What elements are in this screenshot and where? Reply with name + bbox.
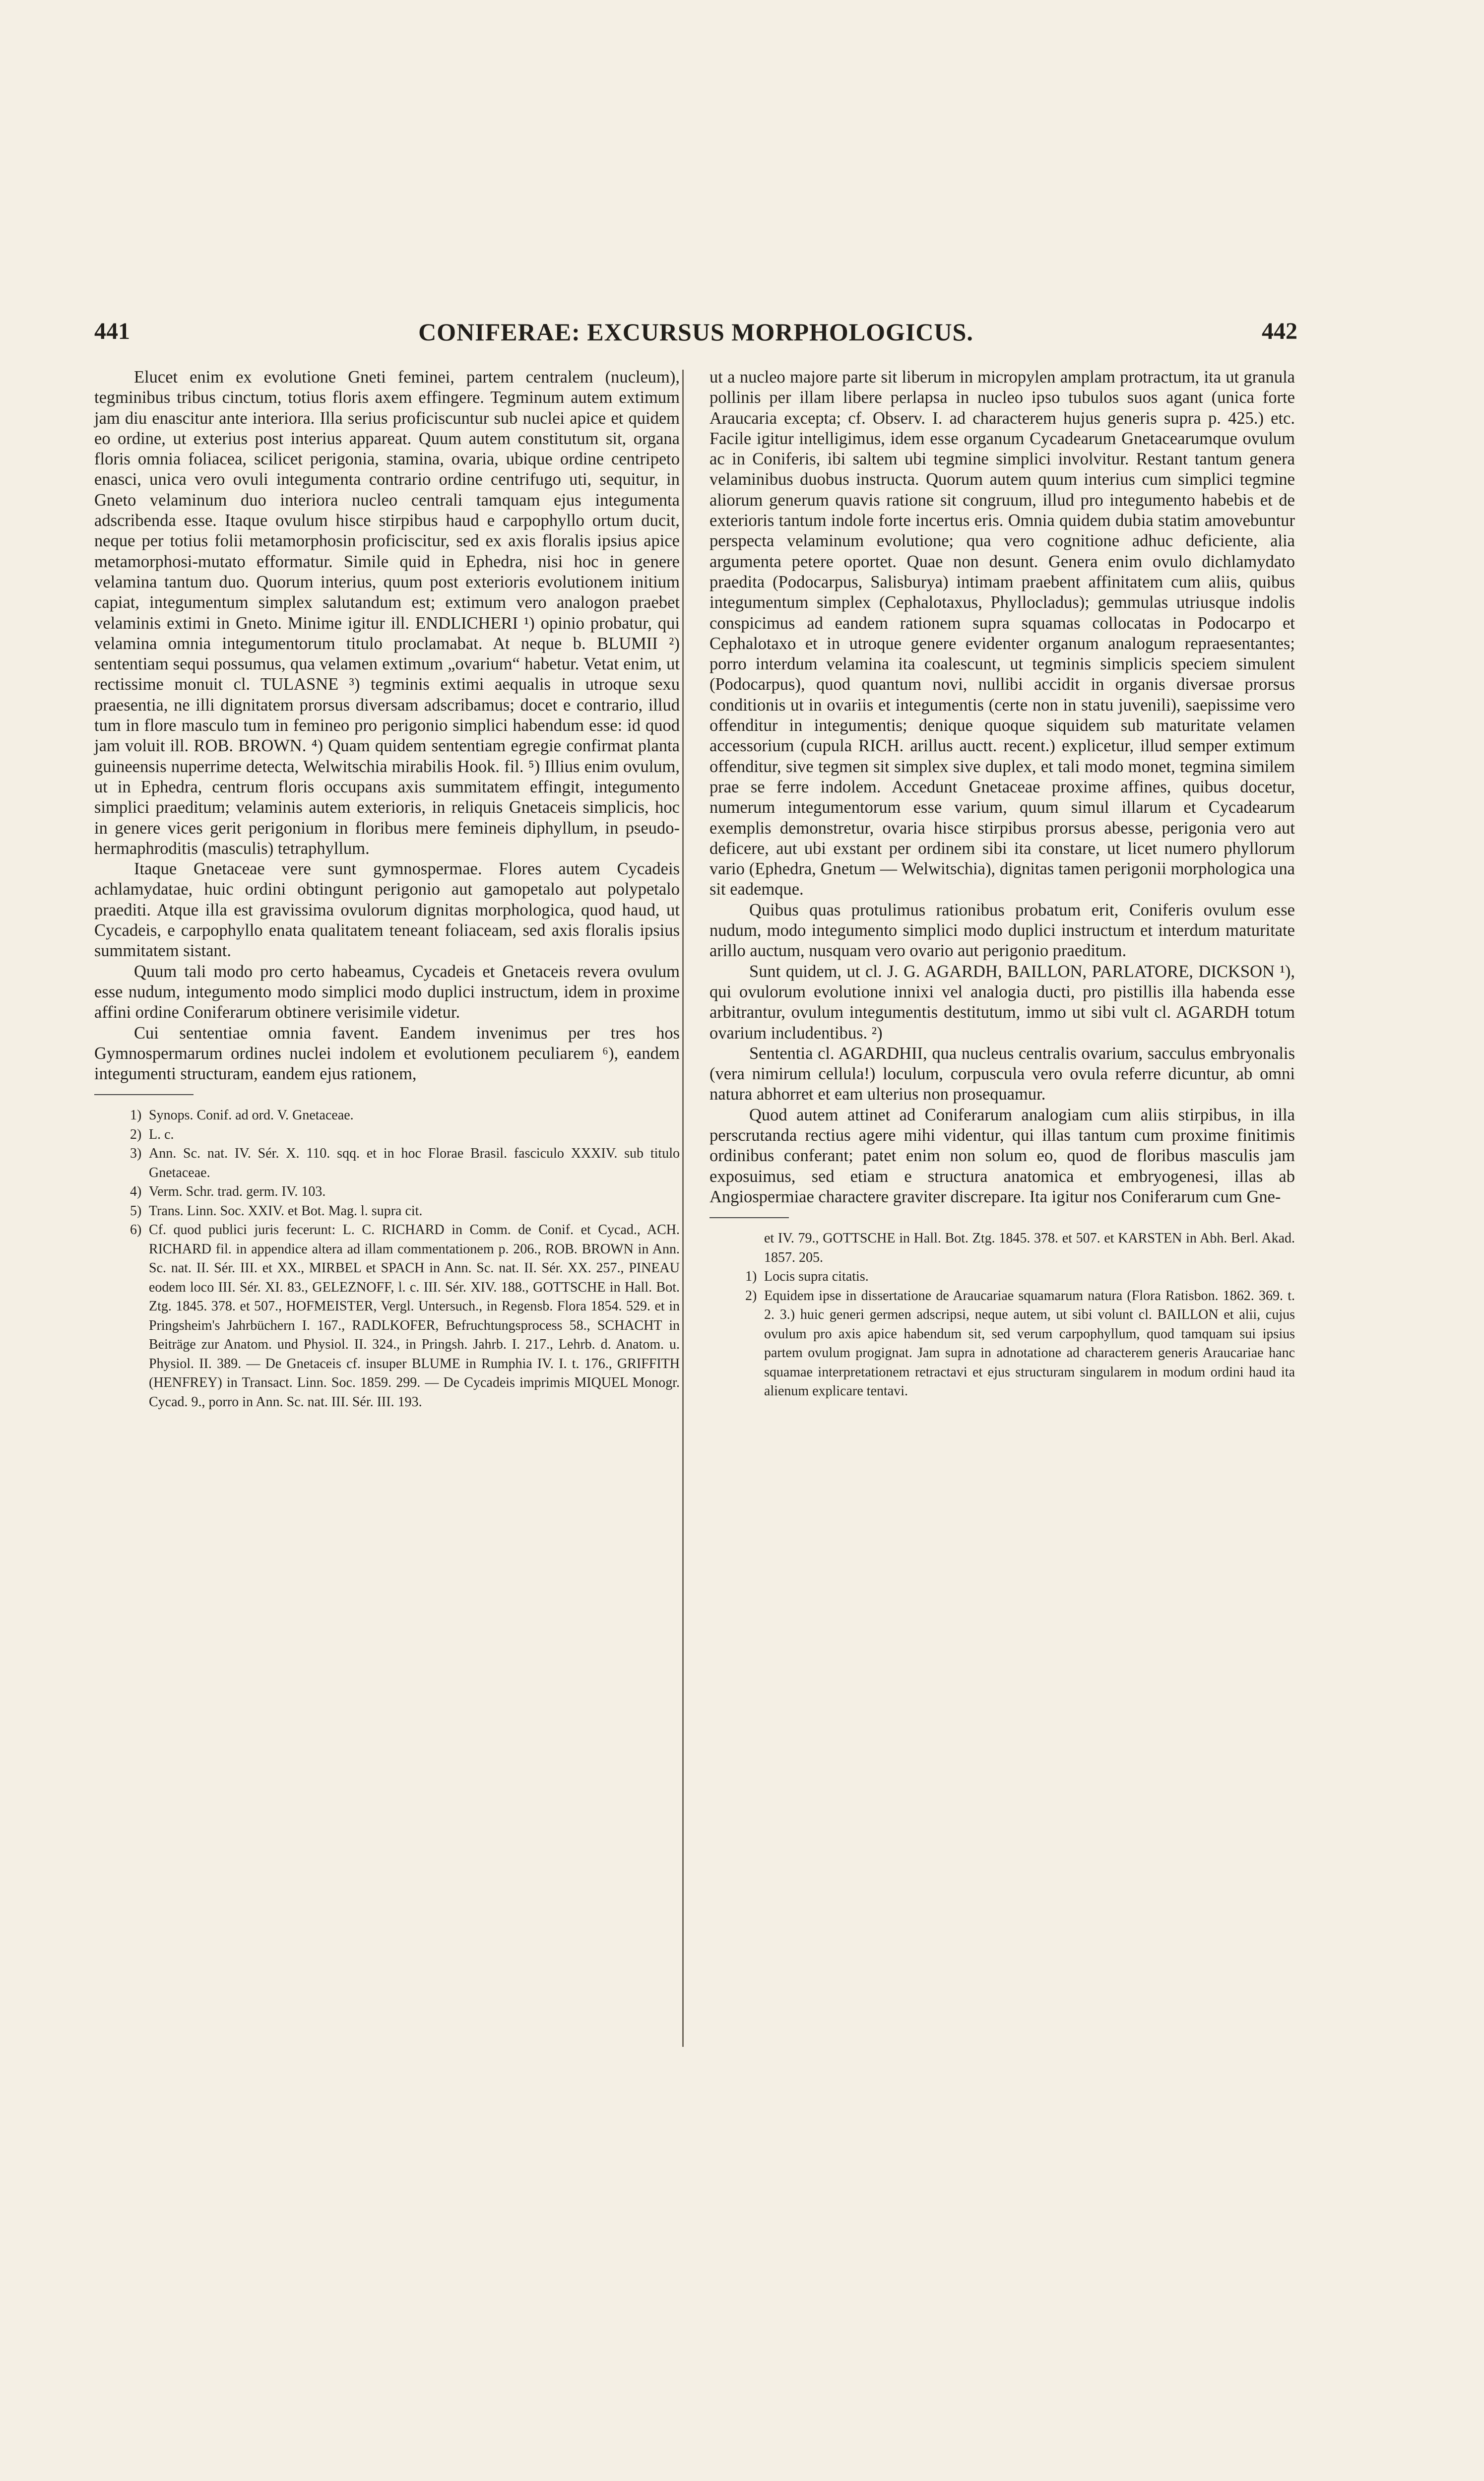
paragraph: Itaque Gnetaceae vere sunt gymnospermae. Flores autem Cycadeis achlamydatae, huic ordini obtingunt perigonio aut gamopetalo aut polypetalo praediti. Atque illa est gravissima ovulorum dignitas morphologica, quod haud, ut Cycadeis, e carpophyllo enata qualitatem teneant foliaceam, sed axis floralis ipsius summitatem sistant. [94, 859, 680, 961]
paragraph: Cui sententiae omnia favent. Eandem invenimus per tres hos Gymnospermarum ordines nuclei indolem et evolutionem peculiarem ⁶), eandem integumenti structuram, eandem ejus rationem, [94, 1023, 680, 1084]
paragraph: Quibus quas protulimus rationibus probatum erit, Coniferis ovulum esse nudum, modo integumento simplici modo duplici instructum et interdum maturitate arillo auctum, nusquam vero ovario aut perigonio praeditum. [710, 900, 1295, 961]
page-number-left: 441 [94, 318, 130, 344]
footnote: 4) Verm. Schr. trad. germ. IV. 103. [130, 1184, 326, 1200]
left-footnotes [94, 1106, 680, 1412]
column-divider [682, 370, 684, 2047]
footnote-rule [710, 1217, 789, 1218]
running-title: CONIFERAE: EXCURSUS MORPHOLOGICUS. [418, 318, 973, 346]
footnote: 2) L. c. [130, 1126, 174, 1142]
footnote: 1) Locis supra citatis. [745, 1269, 869, 1285]
right-body-text [710, 367, 1295, 1207]
running-header [94, 318, 1297, 352]
left-column [94, 367, 680, 1412]
footnote-continuation: et IV. 79., GOTTSCHE in Hall. Bot. Ztg. 1845. 378. et 507. et KARSTEN in Abh. Berl. Akad. 1857. 205. [764, 1231, 1295, 1265]
paragraph: Quod autem attinet ad Coniferarum analogiam cum aliis stirpibus, in illa perscrutanda rectius agere mihi videntur, qui illas tantum cum proxime finitimis ordinibus conferant; patet enim non solum eo, quod de floribus masculis jam exposuimus, sed etiam e structura anatomica et embryogenesi, illas ab Angiospermiae charactere graviter discrepare. Ita igitur nos Coniferarum cum Gne- [710, 1105, 1295, 1206]
paragraph: Sententia cl. AGARDHII, qua nucleus centralis ovarium, sacculus embryonalis (vera nimirum cellula!) loculum, corpuscula vero ovula referre dicuntur, ab omni natura abhorret et eam ulterius non prosequamur. [710, 1044, 1295, 1104]
paragraph: Sunt quidem, ut cl. J. G. AGARDH, BAILLON, PARLATORE, DICKSON ¹), qui ovulorum evolutione innixi vel analogia ducti, pro pistillis illa habenda esse arbitrantur, ovulum integumentis destitutum, immo ut sibi vult cl. AGARDH totum ovarium includentibus. ²) [710, 962, 1295, 1043]
page-number-right: 442 [1262, 318, 1297, 344]
right-column [710, 367, 1295, 1401]
paragraph: Elucet enim ex evolutione Gneti feminei, partem centralem (nucleum), tegminibus tribus cinctum, totius floris axem effingere. Tegminum autem extimum jam diu enascitur ante interiora. Illa serius proficiscuntur sub nuclei apice et quidem eo ordine, ut exterius post interius appareat. Quum autem constitutum sit, organa floris omnia foliacea, scilicet perigonia, stamina, ovaria, ubique ordine centripeto enasci, unica vero ovuli integumenta contrario ordine centrifugo uti, sequitur, in Gneto velaminum duo interiora nucleo centrali tamquam ejus integumenta adscribenda esse. Itaque ovulum hisce stirpibus haud e carpophyllo ortum ducit, neque per totius folii metamorphosin proficiscitur, sed ex axis floralis ipsius apice metamorphosi-mutato efformatur. Simile quid in Ephedra, nisi hoc in genere velamina tantum duo. Quorum interius, quum post exterioris evolutionem initium capiat, integumentum simplex salutandum est; extimum vero analogon praebet velaminis extimi in Gneto. Minime igitur ill. ENDLICHERI ¹) opinio probatur, qui velamina omnia integumentorum titulo proclamabat. At neque b. BLUMII ²) sententiam sequi possumus, qua velamen extimum „ovarium“ habetur. Vetat enim, ut rectissime monuit cl. TULASNE ³) tegminis extimi aequalis in utroque sexu praesentia, ne illi dignitatem prorsus diversam adscribamus; docet e contrario, illud tum in flore masculo tum in femineo pro perigonio simplici habendum esse: id quod jam voluit ill. ROB. BROWN. ⁴) Quam quidem sententiam egregie confirmat planta guineensis nuperrime detecta, Welwitschia mirabilis Hook. fil. ⁵) Illius enim ovulum, ut in Ephedra, centrum floris occupans axis summitatem effingit, integumento simplici praeditum; velaminis autem exterioris, in reliquis Gnetaceis simplicis, hoc in genere vices gerit perigonium in floribus mere femineis diphyllum, in pseudo-hermaphroditis (masculis) tetraphyllum. [94, 368, 680, 858]
footnote: 1) Synops. Conif. ad ord. V. Gnetaceae. [130, 1108, 354, 1123]
paragraph: Quum tali modo pro certo habeamus, Cycadeis et Gnetaceis revera ovulum esse nudum, integumento modo simplici modo duplici instructum, idem in proxime affini ordine Coniferarum obtinere verisimile videtur. [94, 962, 680, 1022]
footnote: 5) Trans. Linn. Soc. XXIV. et Bot. Mag. l. supra cit. [130, 1203, 423, 1219]
paragraph: ut a nucleo majore parte sit liberum in micropylen amplam protractum, ita ut granula pollinis per illam libere perlapsa in nucleo ipso tubulos suos agant (unica forte Araucaria excepta; cf. Observ. I. ad characterem hujus generis supra p. 425.) etc. Facile igitur intelligimus, idem esse organum Cycadearum Gnetacearumque ovulum ac in Coniferis, ibi saltem ubi tegmine simplici involvitur. Restant tantum genera velaminibus duobus instructa. Quorum autem quum interius cum simplici tegmine aliorum generum quavis ratione sit congruum, illud pro integumento habebis et de exterioris tantum indole forte incertus eris. Omnia quidem dubia statim amovebuntur perspecta velaminum evolutione; qua vero cognitione adhuc deficiente, alia argumenta petere oportet. Quae non desunt. Genera enim ovulo dichlamydato praedita (Podocarpus, Salisburya) intimam praebent affinitatem cum aliis, quibus integumentum simplex (Cephalotaxus, Phyllocladus); gemmulas utriusque indolis conspicimus ad eandem rationem supra squamas collocatas in Podocarpo et Cephalotaxo et in utroque genere evidenter organum analogum repraesentantes; porro interdum velamina ita coalescunt, ut tegminis simplicis speciem simulent (Podocarpus), quod quantum novi, nullibi accidit in organis diversae prorsus conditionis ut in ovariis et integumentis (certe non in statu juvenili), saepissime vero offenditur in integumentis; denique quoque siquidem sub maturitate velamen accessorium (cupula RICH. arillus auctt. recent.) explicetur, illud semper extimum offenditur, sive tegmen sit simplex sive duplex, et tali modo monet, tegmina similem prae se ferre indolem. Accedunt Gnetaceae proxime affines, quibus docetur, numerum integumentorum esse varium, quum simul illarum et Cycadearum exemplis demonstretur, ovaria hisce stirpibus prorsus abesse, perigonia vero aut deficere, aut ubi exstant per ordinem sibi ita constare, ut licet numero phyllorum vario (Ephedra, Gnetum — Welwitschia), dignitas tamen perigonii morphologica una sit eademque. [710, 368, 1295, 899]
right-footnotes [710, 1229, 1295, 1401]
left-body-text [94, 367, 680, 1084]
footnote-rule [94, 1094, 194, 1095]
footnote: 3) Ann. Sc. nat. IV. Sér. X. 110. sqq. et in hoc Florae Brasil. fasciculo XXXIV. sub titulo Gnetaceae. [130, 1146, 680, 1180]
footnote: 2) Equidem ipse in dissertatione de Araucariae squamarum natura (Flora Ratisbon. 1862. 369. t. 2. 3.) huic generi germen adscripsi, neque autem, ut sibi volunt cl. BAILLON et alii, cujus ovulum pro axis apice habendum sit, sed verum carpophyllum, quod tamquam sui ipsius partem ovulum progignat. Jam supra in adnotatione ad characterem generis Araucariae hanc squamae interpretationem retractavi et ejus structuram singularem in modum ordini haud ita alienum explicare tentavi. [745, 1288, 1295, 1399]
footnote: 6) Cf. quod publici juris fecerunt: L. C. RICHARD in Comm. de Conif. et Cycad., ACH. RICHARD fil. in appendice altera ad illam commentationem p. 206., ROB. BROWN in Ann. Sc. nat. II. Sér. III. et XX., MIRBEL et SPACH in Ann. Sc. nat. II. Sér. XX. 257., PINEAU eodem loco III. Sér. XI. 83., GELEZNOFF, l. c. III. Sér. XIV. 188., GOTTSCHE in Hall. Bot. Ztg. 1845. 378. et 507., HOFMEISTER, Vergl. Untersuch., in Regensb. Flora 1854. 529. et in Pringsheim's Jahrbüchern I. 167., RADLKOFER, Befruchtungsprocess 58., SCHACHT in Beiträge zur Anatom. und Physiol. II. 324., in Pringsh. Jahrb. I. 217., Lehrb. d. Anatom. u. Physiol. II. 389. — De Gnetaceis cf. insuper BLUME in Rumphia IV. I. t. 176., GRIFFITH (HENFREY) in Transact. Linn. Soc. 1859. 299. — De Cycadeis imprimis MIQUEL Monogr. Cycad. 9., porro in Ann. Sc. nat. III. Sér. III. 193. [130, 1222, 680, 1410]
